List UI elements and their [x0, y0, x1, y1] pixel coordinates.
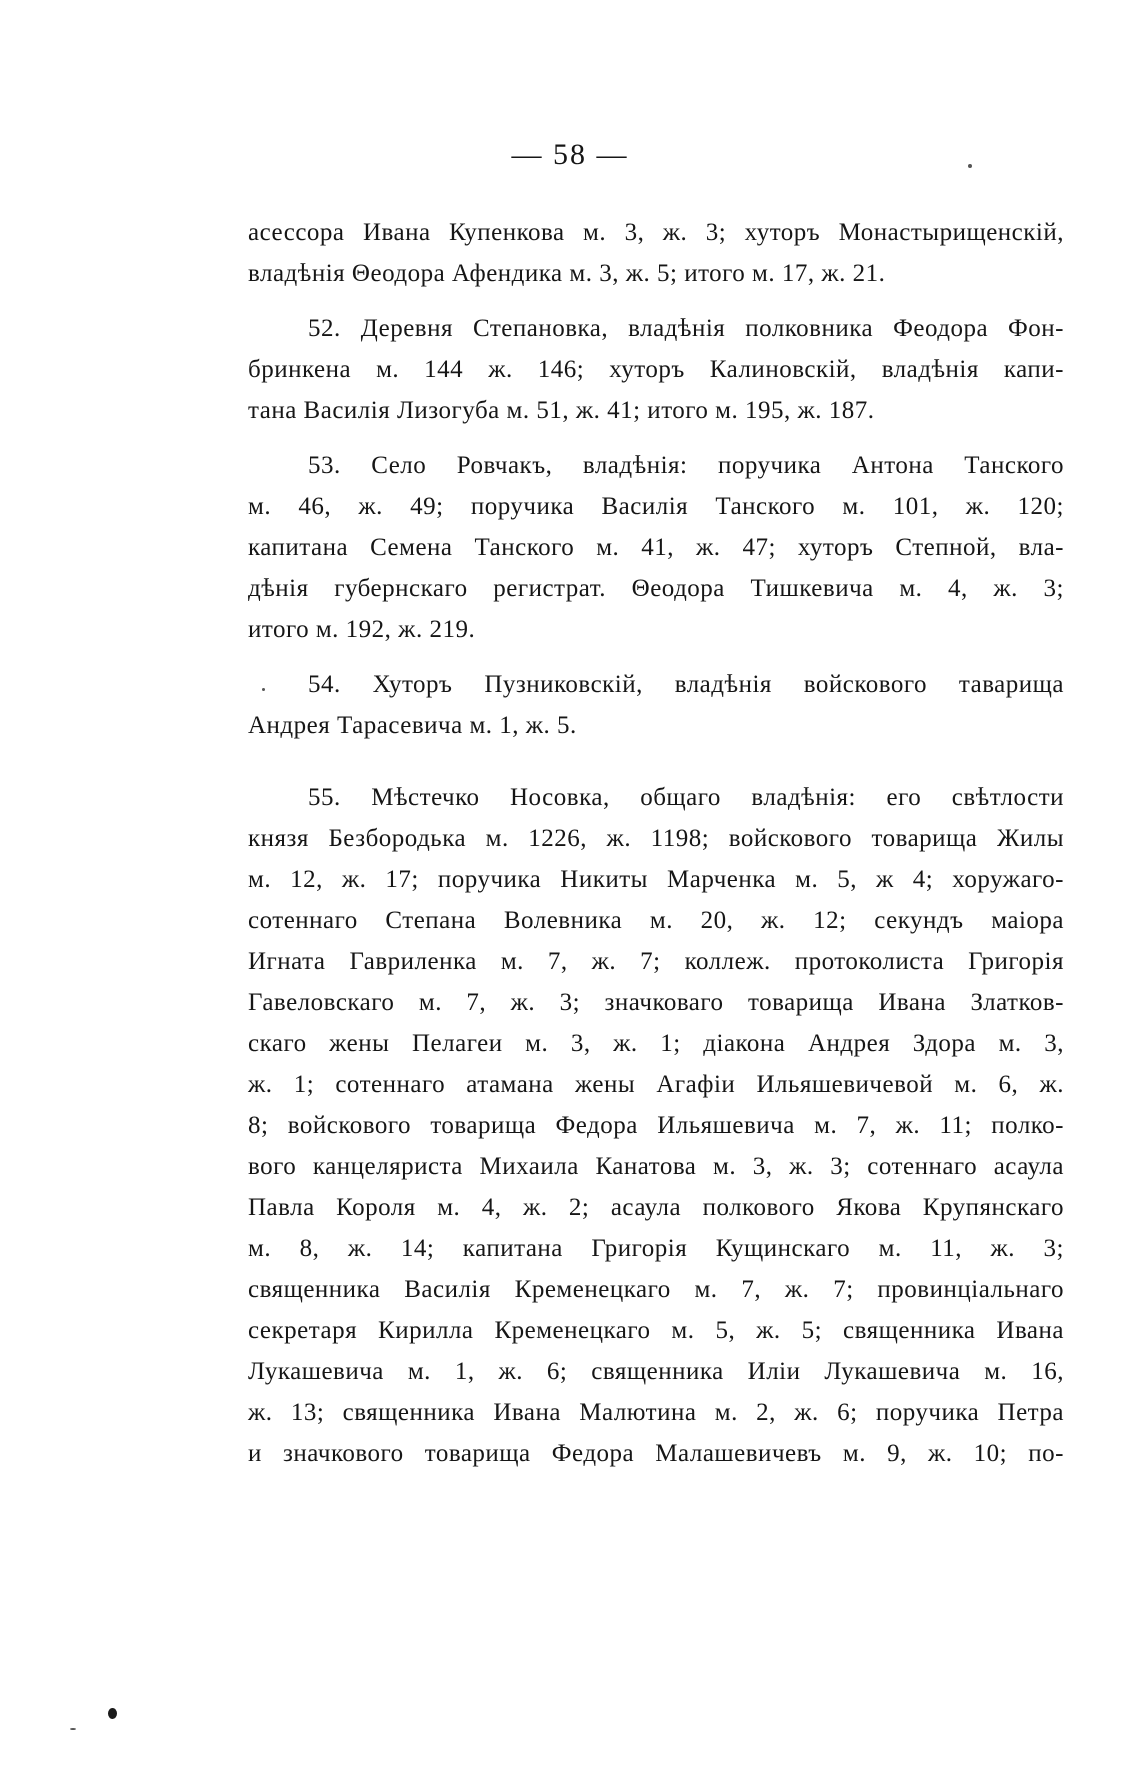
text-line: Андрея Тарасевича м. 1, ж. 5.	[248, 712, 577, 739]
text-line: 52. Деревня Степановка, владѣнія полковника Феодора Фон-	[308, 315, 1064, 342]
text-line: м. 8, ж. 14; капитана Григорія Кущинскаго м. 11, ж. 3;	[248, 1235, 1064, 1262]
text-line: асессора Ивана Купенкова м. 3, ж. 3; хуторъ Монастырищенскій,	[248, 219, 1064, 246]
text-line: дѣнія губернскаго регистрат. Θеодора Тишкевича м. 4, ж. 3;	[248, 575, 1064, 602]
text-line: м. 46, ж. 49; поручика Василія Танского м. 101, ж. 120;	[248, 493, 1064, 520]
text-line: Павла Короля м. 4, ж. 2; асаула полкового Якова Крупянскаго	[248, 1194, 1064, 1221]
paragraph-54	[248, 664, 1064, 746]
paragraph-53	[248, 445, 1064, 650]
text-line: 8; войскового товарища Федора Ильяшевича м. 7, ж. 11; полко-	[248, 1112, 1064, 1139]
text-line: 53. Село Ровчакъ, владѣнія: поручика Антона Танского	[308, 452, 1064, 479]
text-line: священника Василія Кременецкаго м. 7, ж. 7; провинціальнаго	[248, 1276, 1064, 1303]
text-line: ж. 13; священника Ивана Малютина м. 2, ж. 6; поручика Петра	[248, 1399, 1064, 1426]
text-line: 54. Хуторъ Пузниковскій, владѣнія войскового таварища	[308, 671, 1064, 698]
paragraph-55	[248, 777, 1064, 1474]
text-line: капитана Семена Танского м. 41, ж. 47; хуторъ Степной, вла-	[248, 534, 1064, 561]
text-line: и значкового товарища Федора Малашевичевъ м. 9, ж. 10; по-	[248, 1440, 1064, 1467]
text-line: итого м. 192, ж. 219.	[248, 616, 476, 643]
text-line: владѣнія Θеодора Афендика м. 3, ж. 5; итого м. 17, ж. 21.	[248, 260, 886, 287]
paragraph-continuation	[248, 212, 1064, 294]
text-line: тана Василія Лизогуба м. 51, ж. 41; итого м. 195, ж. 187.	[248, 397, 875, 424]
page-text	[248, 212, 1064, 1474]
text-line: Гавеловскаго м. 7, ж. 3; значковаго товарища Ивана Златков-	[248, 989, 1064, 1016]
ink-speck	[70, 1728, 76, 1730]
text-line: ж. 1; сотеннаго атамана жены Агафіи Ильяшевичевой м. 6, ж.	[248, 1071, 1064, 1098]
text-line: Лукашевича м. 1, ж. 6; священника Иліи Лукашевича м. 16,	[248, 1358, 1064, 1385]
text-line: сотеннаго Степана Волевника м. 20, ж. 12; секундъ маіора	[248, 907, 1064, 934]
text-line: Игната Гавриленка м. 7, ж. 7; коллеж. протоколиста Григорія	[248, 948, 1064, 975]
text-line: секретаря Кирилла Кременецкаго м. 5, ж. 5; священника Ивана	[248, 1317, 1064, 1344]
text-line: скаго жены Пелагеи м. 3, ж. 1; діакона Андрея Здора м. 3,	[248, 1030, 1064, 1057]
ink-speck	[262, 688, 265, 691]
page-number: — 58 —	[511, 138, 629, 171]
text-line: м. 12, ж. 17; поручика Никиты Марченка м. 5, ж 4; хоружаго-	[248, 866, 1064, 893]
text-line: 55. Мѣстечко Носовка, общаго владѣнія: его свѣтлости	[308, 784, 1064, 811]
paragraph-52	[248, 308, 1064, 431]
text-line: вого канцеляриста Михаила Канатова м. 3, ж. 3; сотеннаго асаула	[248, 1153, 1064, 1180]
text-line: бринкена м. 144 ж. 146; хуторъ Калиновскій, владѣнія капи-	[248, 356, 1064, 383]
ink-speck	[968, 164, 972, 168]
text-line: князя Безбородька м. 1226, ж. 1198; войскового товарища Жилы	[248, 825, 1064, 852]
ink-blot	[108, 1708, 117, 1719]
